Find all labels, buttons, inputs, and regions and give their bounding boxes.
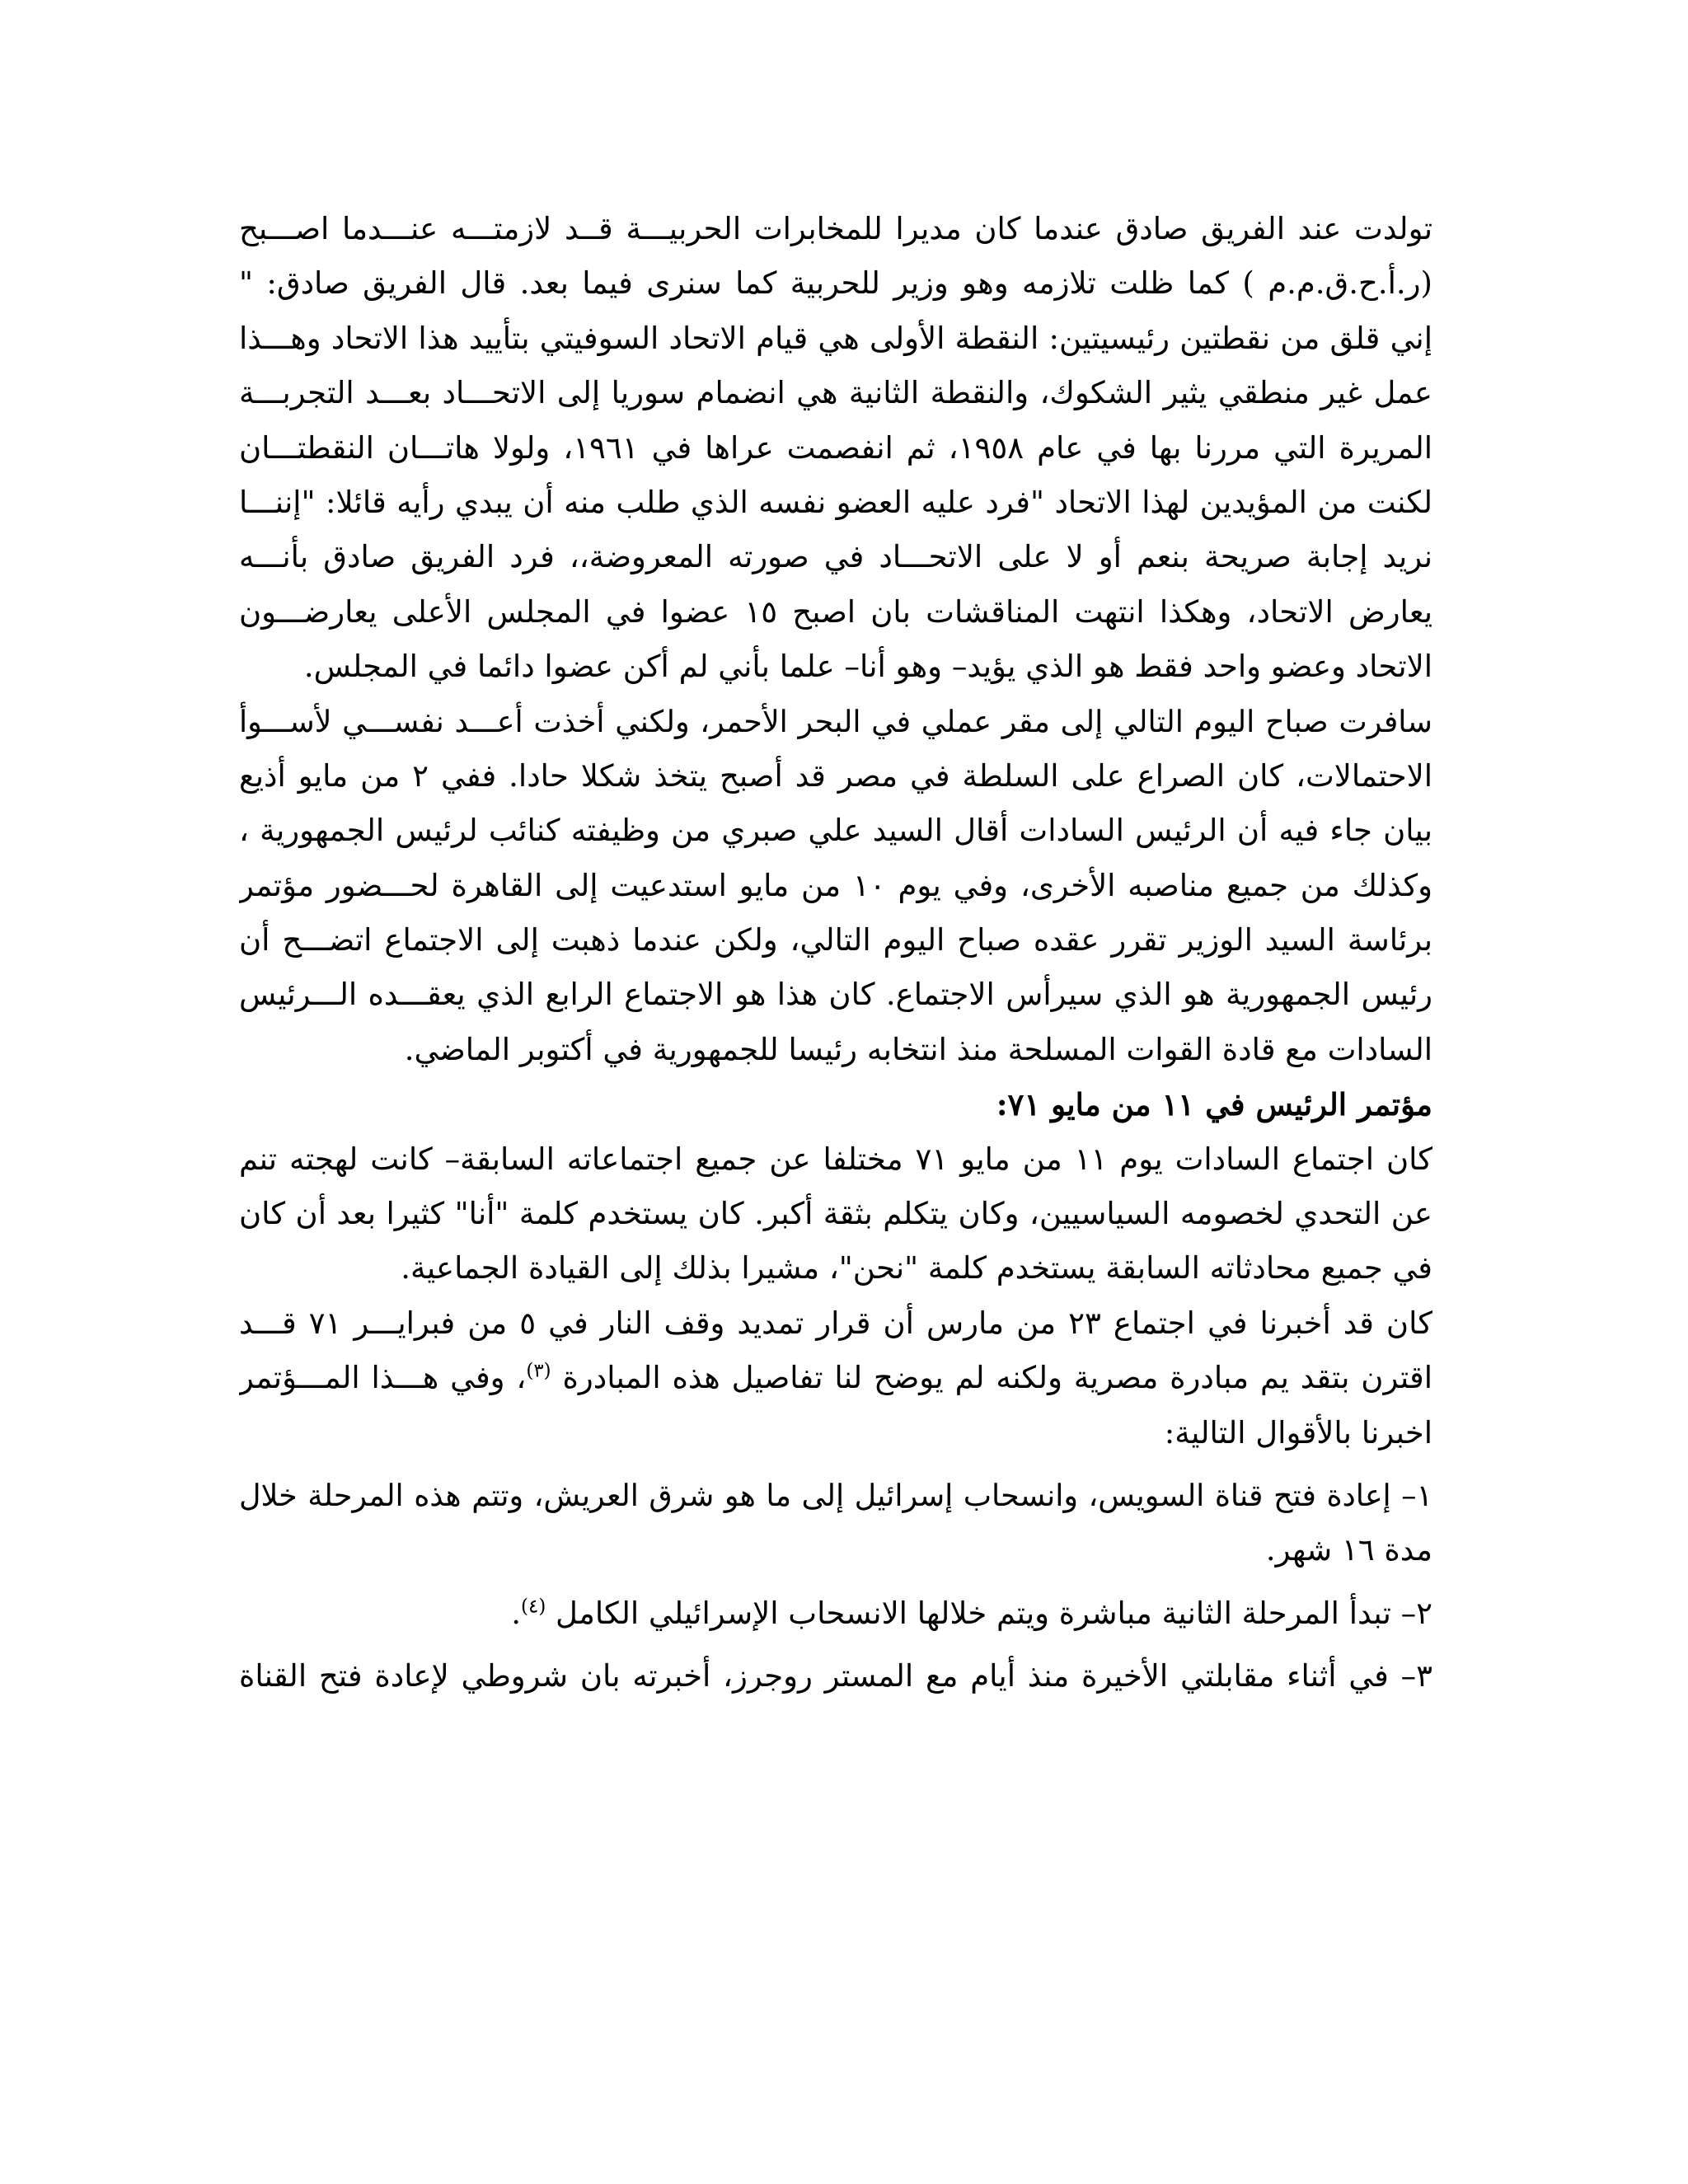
line-text: الاحتمالات، كان الصراع على السلطة في مصر قد أصبح يتخذ شكلا حادا. ففي ٢ من مايو أذيع [239,757,1432,794]
text-line [239,913,1432,968]
section-heading [239,1077,1432,1132]
line-text: كان اجتماع السادات يوم ١١ من مايو ٧١ مختلفا عن جميع اجتماعاته السابقة– كانت لهجته تنم [239,1141,1432,1177]
line-text-continued: . [511,1595,522,1631]
text-line [239,366,1432,420]
text-line [239,695,1432,749]
line-text: برئاسة السيد الوزير تقرر عقده صباح اليوم التالي، ولكن عندما ذهبت إلى الاجتماع اتضـــح أن [239,922,1432,958]
text-line [239,312,1432,366]
line-text: مؤتمر الرئيس في ١١ من مايو ٧١: [996,1086,1432,1123]
line-text: إني قلق من نقطتين رئيسيتين: النقطة الأولى هي قيام الاتحاد السوفيتي بتأييد هذا الاتحاد وهـــذا [239,320,1432,356]
text-line [239,1523,1432,1577]
text-line [239,968,1432,1022]
line-text: سافرت صباح اليوم التالي إلى مقر عملي في البحر الأحمر، ولكني أخذت أعـــد نفســـي لأســـوأ [239,703,1432,739]
line-text: تولدت عند الفريق صادق عندما كان مديرا للمخابرات الحربيـــة قــد لازمتـــه عنـــدما اصـــبح [239,211,1432,246]
line-text: المريرة التي مررنا بها في عام ١٩٥٨، ثم انفصمت عراها في ١٩٦١، ولولا هاتـــان النقطتـــان [239,429,1432,466]
line-text: وكذلك من جميع مناصبه الأخرى، وفي يوم ١٠ من مايو استدعيت إلى القاهرة لحـــضور مؤتمر [239,867,1432,903]
document-body [239,202,1432,1704]
line-text: نريد إجابة صريحة بنعم أو لا على الاتحـــاد في صورته المعروضة،، فرد الفريق صادق بأنـــه [239,539,1432,575]
footnote-marker: (٤) [521,1596,546,1618]
text-line [239,1469,1432,1523]
line-text: ١– إعادة فتح قناة السويس، وانسحاب إسرائيل إلى ما هو شرق العريش، وتتم هذه المرحلة خلال [239,1477,1432,1513]
text-line [239,421,1432,476]
line-text-continued: ، وفي هـــذا المـــؤتمر [239,1360,527,1396]
text-line [239,1351,1432,1405]
text-line [239,640,1432,694]
text-line [239,530,1432,584]
text-line [239,804,1432,858]
text-line [239,1187,1432,1241]
line-text: كان قد أخبرنا في اجتماع ٢٣ من مارس أن قرار تمديد وقف النار في ٥ من فبرايـــر ٧١ قـــد [239,1305,1432,1341]
line-text: ٢– تبدأ المرحلة الثانية مباشرة ويتم خلالها الانسحاب الإسرائيلي الكامل [556,1595,1432,1631]
line-text: اخبرنا بالأقوال التالية: [1164,1414,1432,1451]
text-line [239,202,1432,256]
text-line [239,585,1432,640]
line-text: الاتحاد وعضو واحد فقط هو الذي يؤيد– وهو أنا– علما بأني لم أكن عضوا دائما في المجلس. [303,649,1432,685]
text-line [239,1649,1432,1704]
text-line [239,1296,1432,1351]
line-text: ٣– في أثناء مقابلتي الأخيرة منذ أيام مع المستر روجرز، أخبرته بان شروطي لإعادة فتح القناة [239,1658,1432,1694]
line-text: بيان جاء فيه أن الرئيس السادات أقال السيد علي صبري من وظيفته كنائب لرئيس الجمهورية ، [239,813,1432,849]
text-line [239,1132,1432,1187]
line-text: (ر.أ.ح.ق.م.م ) كما ظلت تلازمه وهو وزير للحربية كما سنرى فيما بعد. قال الفريق صادق: " [239,265,1432,302]
line-text: عن التحدي لخصومه السياسيين، وكان يتكلم بثقة أكبر. كان يستخدم كلمة "أنا" كثيرا بعد أن كان [239,1196,1432,1232]
text-line [239,256,1432,311]
line-text: رئيس الجمهورية هو الذي سيرأس الاجتماع. كان هذا هو الاجتماع الرابع الذي يعقـــده الـــرئيس [239,977,1432,1013]
text-line [239,1241,1432,1296]
line-text: يعارض الاتحاد، وهكذا انتهت المناقشات بان اصبح ١٥ عضوا في المجلس الأعلى يعارضـــون [239,593,1432,630]
text-line [239,1406,1432,1460]
line-text: لكنت من المؤيدين لهذا الاتحاد "فرد عليه العضو نفسه الذي طلب منه أن يبدي رأيه قائلا: "إننـــا [239,484,1432,520]
line-text: السادات مع قادة القوات المسلحة منذ انتخابه رئيسا للجمهورية في أكتوبر الماضي. [404,1031,1432,1067]
line-text: عمل غير منطقي يثير الشكوك، والنقطة الثانية هي انضمام سوريا إلى الاتحـــاد بعـــد التجربـــة [239,375,1432,411]
text-line [239,476,1432,530]
line-text: في جميع محادثاته السابقة يستخدم كلمة "نحن"، مشيرا بذلك إلى القيادة الجماعية. [401,1250,1432,1286]
line-text: اقترن بتقد يم مبادرة مصرية ولكنه لم يوضح لنا تفاصيل هذه المبادرة [562,1360,1432,1396]
line-text: مدة ١٦ شهر. [1265,1532,1432,1568]
text-line [239,859,1432,913]
footnote-marker: (٣) [526,1360,551,1382]
text-line [239,1586,1432,1641]
text-line [239,1023,1432,1077]
text-line [239,749,1432,804]
